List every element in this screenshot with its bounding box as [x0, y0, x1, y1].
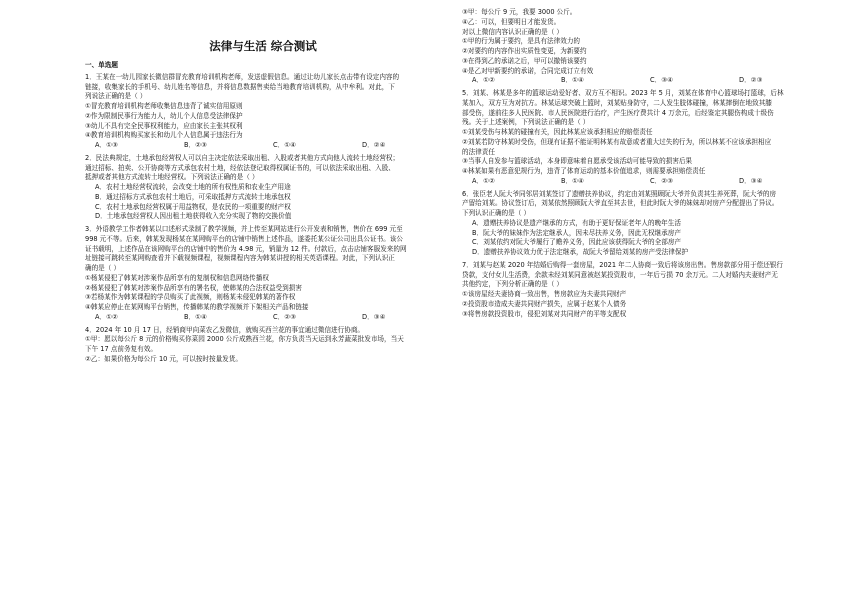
statement-item: ③幼儿不具有完全民事权利能力，应由家长主张其权利: [85, 121, 243, 130]
question-stem-line: 证书载明，上述作品在该网购平台的店铺中的售价为 4.98 元，销量为 12 件。付款后，点击店铺客服发来的网: [85, 244, 407, 253]
question-2: [85, 154, 441, 222]
question-stem-line: ②乙：如果价格为每公斤 10 元，可以按时按量发货。: [85, 354, 242, 363]
question-stem-line: 链接，收集家长的手机号、幼儿姓名等信息，并将信息数据售卖给当地教育培训机构，从中牟利。对此，下: [85, 82, 395, 91]
question-stem-line: 抵押或者其他方式流转土地经营权。下列说法正确的是（ ）: [85, 173, 259, 182]
answer-choices: [462, 76, 818, 86]
choice-d: D．②③: [739, 76, 763, 85]
option-d: D．土地承包经营权人因出租土地获得收入充分实现了物的交换价值: [95, 212, 292, 221]
page-title: 法律与生活 综合测试: [209, 39, 317, 53]
option-a: A．遗赠扶养协议是遗产继承的方式，有助于更好保证老年人的晚年生活: [472, 218, 681, 227]
question-stem-line: 残。关于上述案例，下列说法正确的是（ ）: [462, 118, 590, 127]
option-b: B．通过招标方式承包农村土地后，可采取抵押方式流转土地承包权: [95, 192, 291, 201]
option-c: C．刘某依约对阮大爷履行了赡养义务，因此应该获得阮大爷的全部房产: [472, 238, 682, 247]
question-stem-line: 下午 17 点前务复有效。: [85, 345, 157, 354]
column-divider: [441, 6, 442, 602]
choice-a: A．①②: [472, 176, 495, 185]
statement-item: ①杨某侵犯了韩某对涉案作品所享有的复制权和信息网络传播权: [85, 273, 269, 282]
statement-item: 的法律责任: [462, 147, 495, 156]
question-stem-line: 2．民法典规定，土地承包经营权人可以自主决定依法采取出租、入股或者其他方式向他人流转土地经营权；: [85, 153, 400, 162]
question-stem-line: 确的是（ ）: [85, 264, 121, 273]
choice-a: A．①②: [95, 312, 118, 321]
statement-item: ①该房屋经夫妻协商一致出售，售房款应为夫妻共同财产: [462, 290, 627, 298]
question-4-continued: [462, 8, 818, 86]
question-stem-line: 部受伤，遂前往多人民医院、市人民医院进行治疗，产生医疗费共计 4 万余元，后经鉴定其腿伤构成十级伤: [462, 108, 774, 117]
question-stem-line: 998 元不等。后来，韩某发现杨某在某网购平台的店铺中销售上述作品，遂委托某公证公司出具公证书。该公: [85, 234, 403, 243]
statement-item: ①甲的行为属于要约，是具有法律效力的: [462, 37, 581, 46]
question-stem-line: 5．刘某、林某是多年的篮球运动爱好者、双方互不相识。2023 年 5 月，刘某在体育中心篮球场打篮球，后林: [462, 89, 784, 97]
statement-item: ④教育培训机构购买家长和幼儿个人信息属于违法行为: [85, 131, 243, 140]
choice-b: B．①④: [561, 76, 584, 85]
choice-c: C．①④: [273, 141, 297, 150]
statement-item: ③当事人自发参与篮球活动，本身即意味着自愿承受该活动可能导致的损害后果: [462, 157, 693, 166]
choice-d: D．②④: [362, 141, 386, 150]
choice-a: A．①③: [95, 141, 118, 150]
question-stem-line: 址链接可跳转至某网购查看并下载视频课程，视频课程内容为韩某讲授的相关英语课程。对此，下列认识正: [85, 254, 395, 263]
statement-item: ②刘某若防守林某时受伤，但现有证据不能证明林某有故意或者重大过失的行为，所以林某不应该承担相应: [462, 137, 772, 146]
question-stem-line: 4．2024 年 10 月 17 日，经销商甲向菜农乙发微信，就购买西兰花的事宜通过微信进行协商。: [85, 325, 365, 334]
statement-item: ①刘某受伤与林某的碰撞有关，因此林某应该承担相应的赔偿责任: [462, 128, 653, 136]
statement-item: ④韩某应停止在某网购平台销售，传播韩某的教学视频并下架相关产品和链接: [85, 303, 309, 312]
answer-choices: [85, 141, 441, 151]
statement-item: ②杨某侵犯了韩某对涉案作品所享有的署名权，使韩某的合法权益受到损害: [85, 283, 302, 292]
question-stem-line: 7．刘某与赵某 2020 年结婚后购得一套房屋，2021 年二人协商一致后将该房出售。售房款部分用于偿还银行: [462, 260, 783, 269]
question-stem-line: 6．张臣老人阮大爷同邻居刘某签订了遗赠扶养协议，约定由刘某照顾阮大爷并负责其生养死葬，阮大爷的房: [462, 189, 777, 198]
choice-b: B．①④: [561, 176, 584, 185]
question-stem-line: 贷款，支付女儿生活费，余款未经刘某同意被赵某投资股市，一年后亏损 70 余万元。二人对婚内夫妻财产无: [462, 270, 778, 279]
left-column: [85, 38, 441, 365]
section-heading: 一、单选题: [85, 61, 118, 70]
option-d: D．遗赠扶养协议效力优于法定继承，故阮大爷留给刘某的房产受法律保护: [472, 248, 689, 256]
question-stem-line: ①甲：愿以每公斤 8 元的价格购买你菜园 2000 公斤成熟西兰花，你方负责当天运到永芳蔬菜批发市场，当天: [85, 335, 404, 344]
statement-item: ①冒充教育培训机构老师收集信息违背了诚实信用原则: [85, 102, 243, 111]
choice-b: B．①④: [184, 312, 207, 321]
answer-choices: [85, 313, 441, 323]
statement-item: ②投资股市造成夫妻共同财产损失，应属于赵某个人债务: [462, 299, 627, 308]
statement-item: ③若杨某作为韩某课程的学员购买了此视频，则杨某未侵犯韩某的著作权: [85, 293, 296, 302]
statement-item: ③将售房款投资股市，侵犯刘某对共同财产的平等支配权: [462, 309, 627, 318]
question-stem-line: 某加入，双方互为对抗方。林某运球突破上篮时，刘某贴身防守，二人发生肢体碰撞，林某摔倒在地致其膝: [462, 98, 772, 107]
statement-item: ②作为限制民事行为能力人，幼儿个人信息受法律保护: [85, 111, 243, 120]
option-b: B．阮大爷的妹妹作为法定继承人，因未尽扶养义务，因此无权继承房产: [472, 228, 681, 237]
choice-a: A．①②: [472, 76, 495, 85]
question-stem-line: ③甲：每公斤 9 元，我要 3000 公斤。: [462, 8, 577, 16]
question-4: [85, 326, 441, 365]
question-stem-line: ④乙：可以，但要明日才能发货。: [462, 17, 561, 26]
question-stem-line: 通过招标、拍卖、公开协商等方式承包农村土地，经依法登记取得权属证书的，可以依法采取出租、入股、: [85, 163, 395, 172]
choice-c: C．③④: [650, 76, 674, 85]
question-stem-line: 产留给刘某。协议签订后，刘某依然照顾阮大爷直至其去世，但此时阮大爷的妹妹却对房产分配提出了异议。: [462, 199, 779, 208]
choice-c: C．②③: [273, 312, 297, 321]
choice-b: B．②③: [184, 141, 207, 150]
choice-d: D．③④: [739, 176, 763, 185]
option-a: A．农村土地经营权流转，会改变土地的所有权性质和农业生产用途: [95, 183, 291, 192]
question-5: [462, 89, 818, 187]
right-column: [462, 8, 818, 319]
question-1: [85, 73, 441, 151]
statement-item: ④林某如果有恶意犯规行为，违背了体育运动的基本价值追求，则需要承担赔偿责任: [462, 167, 706, 175]
choice-c: C．②③: [650, 176, 674, 185]
question-stem-line: 共他约定，下列分析正确的是（ ）: [462, 280, 564, 289]
choice-d: D．③④: [362, 312, 386, 321]
option-c: C．农村土地承包经营权属于用益物权，是农民的一项重要的财产权: [95, 202, 291, 211]
question-stem-line: 3．外语教学工作者韩某以口述形式录制了教学视频，并上传至某网站进行公开发表和销售，售价在 699 元至: [85, 225, 403, 234]
question-stem-line: 1．王某在一幼儿园家长微信群冒充教育培训机构老师，发送虚假信息。通过让幼儿家长点击带有设定内容的: [85, 72, 400, 81]
statement-item: ②对要约的内容作出实质性变更，为新要约: [462, 47, 587, 55]
question-stem-line: 对以上微信内容认识正确的是（ ）: [462, 27, 564, 36]
question-7: [462, 261, 818, 320]
statement-item: ④是乙对甲新要约的承诺，合同完成订立有效: [462, 66, 594, 75]
question-6: [462, 190, 818, 258]
answer-choices: [462, 177, 818, 187]
question-3: [85, 225, 441, 323]
statement-item: ③在得到乙的承诺之后，甲可以撤销该要约: [462, 56, 587, 65]
question-stem-line: 列说法正确的是（ ）: [85, 92, 147, 101]
question-stem-line: 下列认识正确的是（ ）: [462, 209, 531, 217]
